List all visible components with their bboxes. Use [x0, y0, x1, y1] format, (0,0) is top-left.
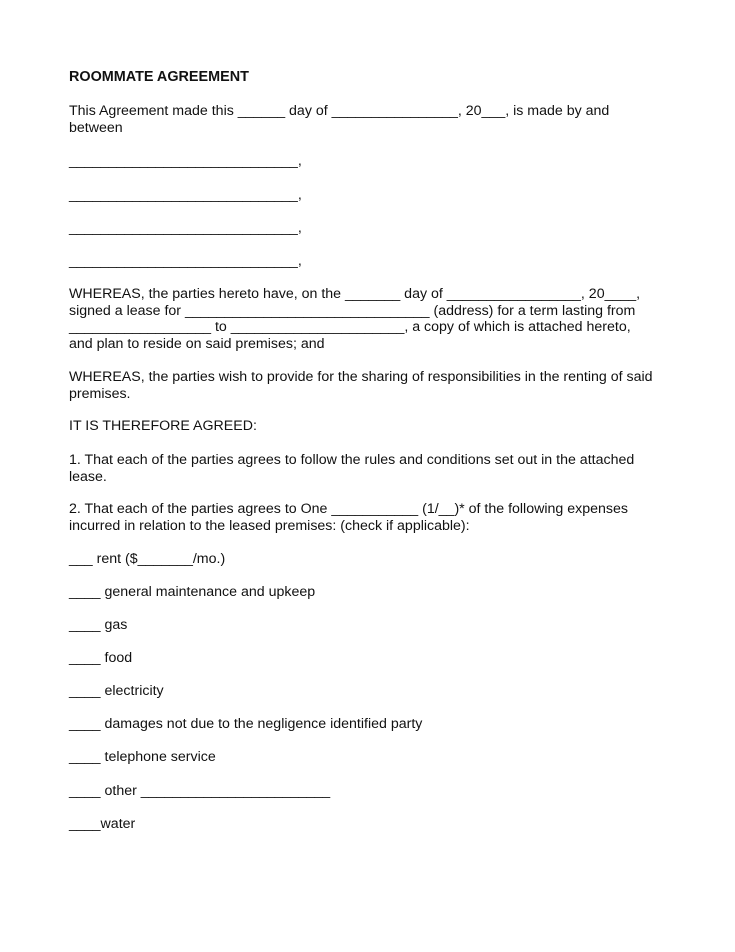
document-title: ROOMMATE AGREEMENT — [69, 69, 249, 85]
checklist-item-electricity: ____ electricity — [69, 683, 164, 699]
clause-2: 2. That each of the parties agrees to One ___________ (1/__)* of the following expenses incurred in relation to the leased premises: (check if applicable): — [69, 501, 628, 534]
party-line-2: _____________________________, — [69, 187, 302, 203]
clause-1: 1. That each of the parties agrees to follow the rules and conditions set out in the attached lease. — [69, 452, 635, 485]
checklist-item-food: ____ food — [69, 650, 133, 666]
checklist-item-rent: ___ rent ($_______/mo.) — [69, 551, 226, 567]
intro-paragraph: This Agreement made this ______ day of ________________, 20___, is made by and between — [69, 103, 610, 136]
checklist-item-damages: ____ damages not due to the negligence identified party — [69, 716, 423, 732]
checklist-item-gas: ____ gas — [69, 617, 128, 633]
party-line-3: _____________________________, — [69, 220, 302, 236]
checklist-item-maintenance: ____ general maintenance and upkeep — [69, 584, 316, 600]
party-line-4: _____________________________, — [69, 253, 302, 269]
therefore-heading: IT IS THEREFORE AGREED: — [69, 418, 257, 434]
whereas-paragraph-1: WHEREAS, the parties hereto have, on the _______ day of _________________, 20____, signed a lease for _______________________________ (address) for a term lasting from __________________ to ______________________, a copy of which is attached hereto, and plan to reside on said premises; and — [69, 286, 641, 352]
party-line-1: _____________________________, — [69, 153, 302, 169]
whereas-paragraph-2: WHEREAS, the parties wish to provide for the sharing of responsibilities in the renting of said premises. — [69, 369, 653, 402]
checklist-item-telephone: ____ telephone service — [69, 749, 216, 765]
checklist-item-water: ____water — [69, 816, 136, 832]
checklist-item-other: ____ other ________________________ — [69, 783, 331, 799]
